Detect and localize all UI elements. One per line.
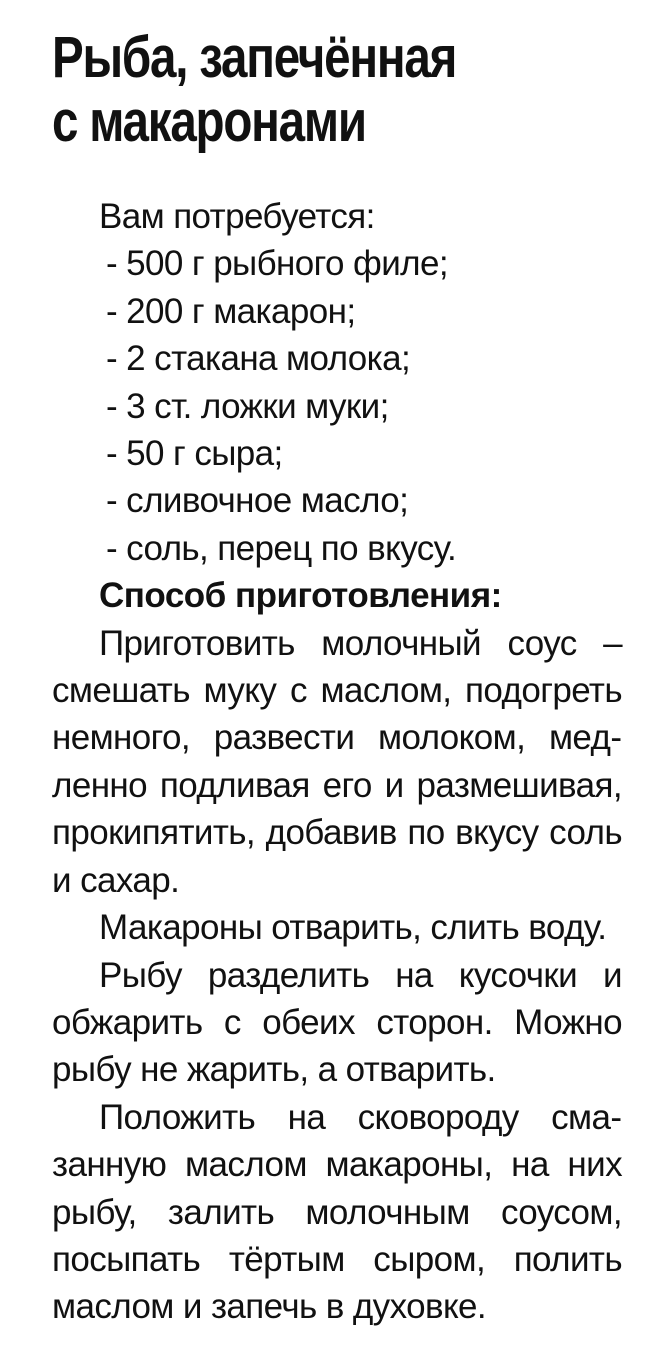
recipe-title-line-1: Рыба, запечённая: [52, 25, 457, 90]
method-step: Макароны отварить, слить воду.: [99, 908, 607, 948]
ingredient-item: - 50 г сыра;: [106, 434, 283, 474]
recipe-body: [52, 193, 622, 1331]
ingredient-item: - 2 стакана молока;: [106, 339, 411, 379]
recipe-title: [52, 26, 560, 154]
ingredient-item: - соль, перец по вкусу.: [106, 528, 457, 568]
ingredient-item: - 3 ст. ложки муки;: [106, 386, 389, 426]
ingredient-item: - 500 г рыбного филе;: [106, 244, 448, 284]
method-heading: Способ приготовления:: [99, 576, 502, 616]
ingredient-item: - сливочное масло;: [106, 481, 409, 521]
method-step: Рыбу разделить на кусочки и обжарить с обеих сторон. Можно рыбу не жарить, а отварить.: [52, 955, 622, 1090]
ingredient-item: - 200 г макарон;: [106, 291, 356, 331]
ingredients-list: [52, 240, 622, 572]
recipe-title-line-2: с макаронами: [52, 89, 366, 154]
ingredients-heading: Вам потребуется:: [99, 197, 375, 236]
method-step: Приготовить молочный соус – смешать муку с маслом, подогреть немного, развести молоком, медленно подливая его и размешивая, прокипятить, добавив по вкусу соль и сахар.: [52, 623, 622, 900]
method-step: Положить на сковороду смазанную маслом макароны, на них рыбу, залить молочным соусом, посыпать тёртым сыром, полить маслом и запечь в духовке.: [52, 1097, 622, 1327]
